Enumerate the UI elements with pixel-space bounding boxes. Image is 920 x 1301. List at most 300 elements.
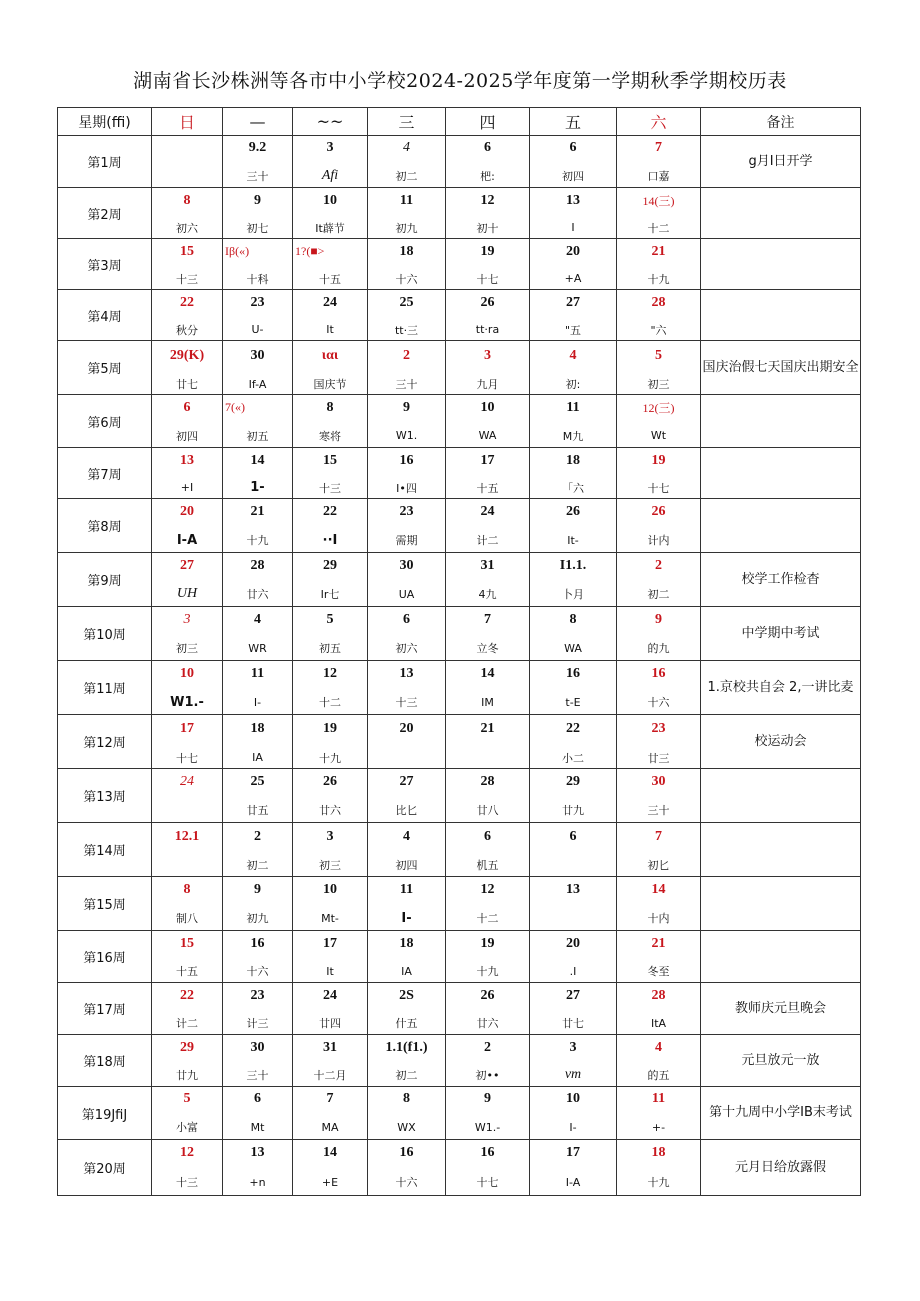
date-cell: 14 [223, 448, 293, 474]
lunar-cell [152, 1008, 223, 1035]
lunar-cell [446, 850, 530, 877]
date-cell: 9.2 [223, 136, 293, 161]
date-cell: 25 [223, 769, 293, 795]
lunar-cell [223, 902, 293, 931]
lunar-text: 十二 [319, 696, 341, 709]
lunar-text: ∙·I [322, 532, 338, 548]
note-cell [701, 931, 861, 983]
lunar-text: 十九 [476, 965, 499, 978]
lunar-cell [530, 686, 617, 715]
lunar-cell [617, 370, 701, 395]
lunar-cell [530, 473, 617, 499]
lunar-cell [530, 524, 617, 553]
date-cell: 22 [152, 983, 223, 1009]
date-cell: 6 [530, 136, 617, 161]
week-label: 第18周 [58, 1035, 152, 1087]
week-label: 第1周 [58, 136, 152, 188]
lunar-text: WA [564, 641, 582, 655]
lunar-text: 初匕 [647, 859, 670, 872]
lunar-text: 杷: [480, 169, 495, 183]
lunar-cell [293, 1060, 368, 1087]
lunar-text: 十六 [246, 965, 269, 978]
note-cell [701, 877, 861, 931]
header-saturday: 六 [617, 108, 701, 136]
note-cell: g月I日开学 [701, 136, 861, 188]
note-cell [701, 499, 861, 553]
date-cell: 6 [446, 136, 530, 161]
lunar-cell [368, 578, 446, 607]
lunar-cell [368, 370, 446, 395]
date-cell: 11 [530, 395, 617, 421]
note-cell [701, 395, 861, 448]
lunar-cell [617, 1060, 701, 1087]
lunar-cell [152, 213, 223, 239]
date-cell: 7(«) [223, 395, 293, 421]
lunar-text: 廿七 [562, 1017, 584, 1030]
lunar-text: If-A [248, 377, 267, 391]
lunar-cell [152, 524, 223, 553]
lunar-text: +E [321, 1175, 339, 1189]
lunar-cell [617, 264, 701, 290]
date-cell: 16 [530, 661, 617, 687]
header-note: 备注 [701, 108, 861, 136]
date-cell: 10 [293, 877, 368, 903]
lunar-cell [530, 160, 617, 188]
lunar-cell [223, 264, 293, 290]
lunar-text: It [326, 323, 334, 336]
date-cell: 19 [446, 239, 530, 265]
lunar-text: 计内 [647, 534, 670, 547]
lunar-cell [223, 578, 293, 607]
week-label: 第5周 [58, 341, 152, 395]
lunar-text: .I [569, 964, 577, 978]
date-cell: 4 [223, 607, 293, 633]
lunar-text: 初六 [395, 642, 418, 655]
lunar-cell [293, 370, 368, 395]
lunar-cell [368, 1165, 446, 1196]
lunar-text: 卜月 [562, 588, 584, 601]
lunar-text: UA [398, 587, 415, 601]
note-cell [701, 239, 861, 290]
lunar-cell [617, 794, 701, 823]
lunar-text: 十九 [319, 751, 341, 765]
date-cell: 13 [368, 661, 446, 687]
lunar-text: M九 [562, 429, 584, 443]
date-cell: 7 [617, 136, 701, 161]
lunar-cell [446, 794, 530, 823]
week-label: 第2周 [58, 188, 152, 239]
lunar-text: 初三 [647, 378, 670, 391]
lunar-text: WX [397, 1120, 416, 1134]
date-cell: 3 [293, 823, 368, 851]
date-cell: 9 [446, 1087, 530, 1112]
lunar-text: I- [401, 910, 412, 926]
header-sunday: 日 [152, 108, 223, 136]
week-label: 第12周 [58, 715, 152, 769]
lunar-text: 廿六 [246, 588, 269, 601]
lunar-cell [293, 1111, 368, 1140]
date-cell: I1.1. [530, 553, 617, 579]
date-cell: 6 [152, 395, 223, 421]
date-cell: 10 [530, 1087, 617, 1112]
lunar-text: 小二 [562, 751, 584, 765]
lunar-cell [617, 902, 701, 931]
lunar-cell [530, 794, 617, 823]
lunar-cell [223, 632, 293, 661]
lunar-cell [446, 370, 530, 395]
lunar-text: 初二 [395, 169, 418, 183]
lunar-cell [446, 213, 530, 239]
date-cell: 6 [446, 823, 530, 851]
lunar-text: 1- [250, 480, 265, 495]
note-cell: 教师庆元旦晚会 [701, 983, 861, 1035]
date-cell: 17 [530, 1140, 617, 1166]
date-cell: 2 [368, 341, 446, 371]
lunar-text: 初三 [319, 859, 341, 872]
date-cell: 30 [617, 769, 701, 795]
date-cell: 24 [293, 983, 368, 1009]
lunar-cell [446, 524, 530, 553]
lunar-cell [368, 686, 446, 715]
date-cell: 5 [617, 341, 701, 371]
date-cell: 17 [293, 931, 368, 957]
lunar-text: 十三 [176, 272, 198, 286]
lunar-text: 十三 [319, 481, 341, 495]
lunar-text: 初二 [647, 588, 670, 601]
lunar-cell [152, 743, 223, 769]
lunar-text: 三十 [395, 378, 418, 391]
lunar-text: 十九 [246, 534, 269, 547]
lunar-cell [446, 578, 530, 607]
lunar-cell [293, 1008, 368, 1035]
date-cell: 23 [223, 290, 293, 316]
lunar-cell [446, 1111, 530, 1140]
lunar-text: IA [252, 751, 263, 764]
lunar-text: 廿六 [319, 804, 341, 817]
date-cell: 11 [368, 188, 446, 214]
lunar-text: 初二 [395, 1069, 418, 1082]
date-cell: 29 [152, 1035, 223, 1061]
lunar-text: 秋分 [176, 323, 198, 337]
lunar-cell [617, 420, 701, 448]
lunar-cell [617, 578, 701, 607]
date-cell: 15 [152, 931, 223, 957]
date-cell: 27 [530, 290, 617, 316]
date-cell: 2 [617, 553, 701, 579]
lunar-cell [368, 264, 446, 290]
date-cell: 8 [530, 607, 617, 633]
date-cell: 29 [530, 769, 617, 795]
week-date-row [58, 239, 861, 265]
note-cell [701, 769, 861, 823]
week-label: 第9周 [58, 553, 152, 607]
date-cell: 11 [617, 1087, 701, 1112]
date-cell: 7 [446, 607, 530, 633]
lunar-cell [446, 473, 530, 499]
lunar-cell [152, 1060, 223, 1087]
date-cell: 7 [293, 1087, 368, 1112]
lunar-text: 计二 [176, 1017, 198, 1030]
lunar-text: 十七 [476, 272, 499, 286]
date-cell: 2S [368, 983, 446, 1009]
date-cell: 29 [293, 553, 368, 579]
lunar-cell [617, 686, 701, 715]
lunar-text: 计二 [476, 534, 499, 547]
lunar-cell [368, 794, 446, 823]
lunar-text: 十六 [395, 1176, 418, 1189]
lunar-text: 廿六 [476, 1017, 499, 1030]
lunar-text: Ir七 [320, 588, 340, 601]
lunar-cell [446, 160, 530, 188]
date-cell: 19 [617, 448, 701, 474]
lunar-cell [293, 686, 368, 715]
lunar-text: 十五 [476, 481, 499, 495]
lunar-text: +I [180, 481, 194, 494]
lunar-text: 立冬 [476, 642, 499, 655]
note-cell: 1.京校共自会 2,一讲比麦 [701, 661, 861, 715]
lunar-text: ItA [650, 1016, 667, 1030]
date-cell: 21 [617, 931, 701, 957]
lunar-cell [530, 1165, 617, 1196]
date-cell: 20 [368, 715, 446, 744]
date-cell: 4 [617, 1035, 701, 1061]
date-cell: 5 [152, 1087, 223, 1112]
lunar-text: +n [249, 1175, 266, 1189]
date-cell: 27 [530, 983, 617, 1009]
week-label: 第8周 [58, 499, 152, 553]
lunar-text: t-E [565, 695, 581, 709]
lunar-cell [368, 524, 446, 553]
date-cell: 21 [223, 499, 293, 525]
date-cell: 7 [617, 823, 701, 851]
date-cell: 16 [446, 1140, 530, 1166]
lunar-text: 十五 [176, 965, 198, 978]
lunar-cell [293, 632, 368, 661]
date-cell: 18 [368, 931, 446, 957]
date-cell: 24 [446, 499, 530, 525]
date-cell: 6 [530, 823, 617, 851]
lunar-text: 廿三 [647, 751, 670, 765]
lunar-cell [617, 1008, 701, 1035]
lunar-cell [223, 1060, 293, 1087]
date-cell: 4 [368, 823, 446, 851]
date-cell: 12.1 [152, 823, 223, 851]
lunar-cell [617, 160, 701, 188]
week-date-row [58, 1035, 861, 1061]
lunar-cell [617, 743, 701, 769]
lunar-cell [368, 1111, 446, 1140]
lunar-text: 初六 [176, 221, 198, 235]
week-date-row [58, 661, 861, 687]
lunar-cell [530, 956, 617, 983]
lunar-cell [293, 1165, 368, 1196]
header-tuesday: ~~ [293, 108, 368, 136]
date-cell: ιαι [293, 341, 368, 371]
lunar-text: 初三 [176, 642, 198, 655]
lunar-text: W1. [395, 429, 418, 442]
lunar-cell [617, 213, 701, 239]
lunar-cell [152, 264, 223, 290]
lunar-text: IA [401, 964, 412, 978]
lunar-text: 十九 [647, 1176, 670, 1189]
date-cell: 14 [617, 877, 701, 903]
lunar-text: 九月 [476, 378, 499, 391]
lunar-text: 初九 [246, 912, 269, 925]
lunar-text: tt·ra [475, 323, 500, 336]
week-date-row [58, 136, 861, 161]
lunar-cell [223, 213, 293, 239]
lunar-cell [368, 632, 446, 661]
lunar-cell [530, 1111, 617, 1140]
date-cell: 20 [152, 499, 223, 525]
lunar-text: "五 [564, 323, 582, 337]
date-cell: 15 [152, 239, 223, 265]
note-cell: 国庆治假七天国庆出期安全 [701, 341, 861, 395]
date-cell: 23 [617, 715, 701, 744]
lunar-cell [152, 1165, 223, 1196]
week-label: 第16周 [58, 931, 152, 983]
date-cell: 21 [446, 715, 530, 744]
lunar-cell [530, 264, 617, 290]
week-label: 第13周 [58, 769, 152, 823]
school-calendar-table [57, 107, 861, 1196]
lunar-text: 比匕 [395, 804, 418, 817]
lunar-cell [530, 632, 617, 661]
date-cell: 16 [617, 661, 701, 687]
lunar-cell [446, 315, 530, 341]
lunar-cell [617, 850, 701, 877]
week-date-row [58, 499, 861, 525]
lunar-cell [446, 632, 530, 661]
lunar-cell [152, 686, 223, 715]
lunar-text: 十二月 [313, 1069, 347, 1082]
lunar-text: 廿五 [246, 804, 269, 817]
header-monday: — [223, 108, 293, 136]
lunar-cell [293, 850, 368, 877]
date-cell: 6 [368, 607, 446, 633]
date-cell: 25 [368, 290, 446, 316]
lunar-cell [617, 956, 701, 983]
date-cell: 9 [617, 607, 701, 633]
date-cell: 22 [152, 290, 223, 316]
lunar-cell [368, 902, 446, 931]
date-cell: 16 [368, 448, 446, 474]
week-label: 第15周 [58, 877, 152, 931]
lunar-text: 十三 [395, 696, 418, 709]
lunar-text: 十二 [647, 221, 670, 235]
lunar-text: "六 [650, 323, 667, 337]
date-cell: 5 [293, 607, 368, 633]
date-cell: 16 [368, 1140, 446, 1166]
lunar-text: 初二 [246, 859, 269, 872]
lunar-cell [293, 264, 368, 290]
date-cell: 30 [223, 1035, 293, 1061]
week-date-row [58, 715, 861, 744]
lunar-cell [223, 743, 293, 769]
date-cell: 31 [293, 1035, 368, 1061]
lunar-text: 什五 [395, 1017, 418, 1030]
date-cell: 3 [152, 607, 223, 633]
note-cell: 校学工作检杳 [701, 553, 861, 607]
lunar-text: 小富 [176, 1121, 198, 1134]
date-cell: 20 [530, 931, 617, 957]
lunar-cell [293, 213, 368, 239]
date-cell: 9 [368, 395, 446, 421]
date-cell: 11 [223, 661, 293, 687]
date-cell: 14 [446, 661, 530, 687]
lunar-text: 十七 [476, 1176, 499, 1189]
date-cell: 17 [446, 448, 530, 474]
lunar-cell [293, 743, 368, 769]
lunar-cell [293, 160, 368, 188]
lunar-text: 十五 [319, 272, 341, 286]
date-cell: 16 [223, 931, 293, 957]
lunar-cell [446, 264, 530, 290]
lunar-cell [293, 794, 368, 823]
lunar-cell [152, 473, 223, 499]
week-label: 第17周 [58, 983, 152, 1035]
header-thursday: 四 [446, 108, 530, 136]
lunar-text: I [571, 221, 575, 234]
lunar-cell [617, 632, 701, 661]
date-cell: 29(K) [152, 341, 223, 371]
lunar-text: 需期 [395, 534, 418, 547]
lunar-text: I-A [565, 1175, 581, 1189]
date-cell: 1?(■> [293, 239, 368, 265]
lunar-cell [446, 743, 530, 769]
lunar-cell [152, 956, 223, 983]
lunar-cell [293, 315, 368, 341]
lunar-text: Wt [650, 429, 667, 442]
note-cell [701, 188, 861, 239]
lunar-cell [293, 473, 368, 499]
date-cell: 31 [446, 553, 530, 579]
lunar-cell [293, 902, 368, 931]
lunar-text: 计三 [246, 1017, 269, 1030]
note-cell: 校运动会 [701, 715, 861, 769]
date-cell: 27 [152, 553, 223, 579]
lunar-text: 十内 [647, 912, 670, 925]
date-cell: 19 [446, 931, 530, 957]
lunar-text: 廿九 [176, 1069, 198, 1082]
date-cell: 2 [446, 1035, 530, 1061]
date-cell: 18 [223, 715, 293, 744]
week-date-row [58, 607, 861, 633]
lunar-text: MA [321, 1120, 339, 1134]
lunar-text: 「六 [562, 481, 584, 495]
lunar-cell [530, 1060, 617, 1087]
lunar-text: 国庆节 [313, 378, 347, 391]
lunar-text: 初七 [246, 221, 269, 235]
date-cell: 3 [530, 1035, 617, 1061]
lunar-cell [368, 420, 446, 448]
date-cell: 28 [617, 983, 701, 1009]
lunar-cell [223, 850, 293, 877]
date-cell: 8 [152, 188, 223, 214]
lunar-text: 廿七 [176, 378, 198, 391]
lunar-text: 廿四 [319, 1017, 341, 1030]
week-date-row [58, 823, 861, 851]
lunar-text: 4九 [478, 588, 497, 601]
lunar-cell [617, 315, 701, 341]
week-date-row [58, 769, 861, 795]
lunar-cell [152, 315, 223, 341]
date-cell: 23 [368, 499, 446, 525]
lunar-cell [446, 1165, 530, 1196]
lunar-cell [223, 524, 293, 553]
lunar-text: It- [567, 533, 579, 547]
lunar-cell [152, 420, 223, 448]
